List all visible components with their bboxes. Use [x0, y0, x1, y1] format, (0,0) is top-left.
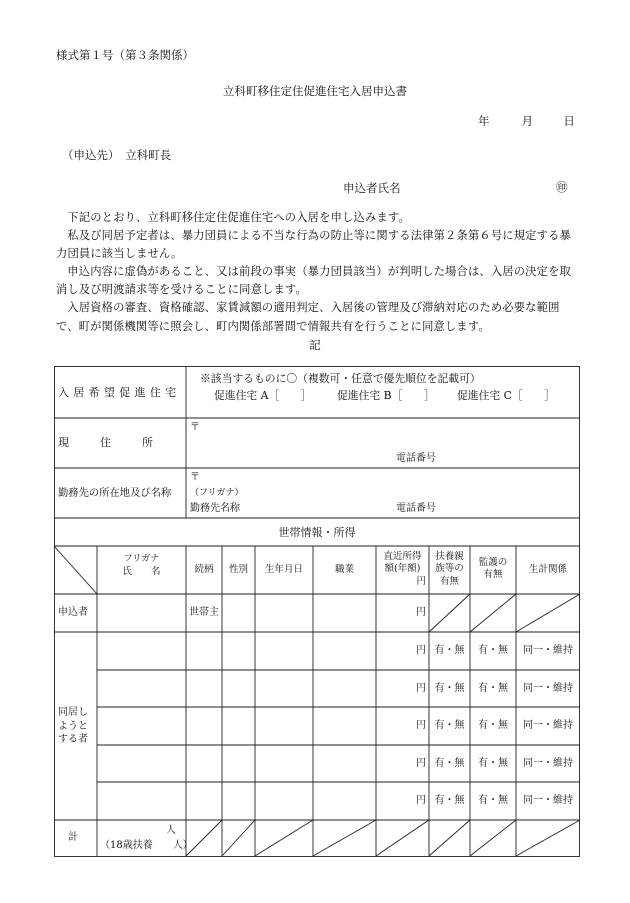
- col-header-income: [376, 551, 429, 588]
- cohabitant-label: [58, 706, 88, 747]
- dependents-line-3: 有無: [439, 575, 459, 587]
- income-yen: 円: [416, 683, 426, 694]
- col-header-job: 職業: [334, 564, 354, 575]
- paragraph: 私及び同居予定者は、暴力団員による不当な行為の防止等に関する法律第２条第６号に規定する暴力団員に該当しません。: [56, 229, 571, 261]
- livelihood-choice[interactable]: 同一・維持: [523, 645, 573, 656]
- addressee: （申込先） 立科町長: [62, 148, 172, 162]
- col-header-birthdate: 生年月日: [264, 564, 303, 575]
- dependents-line-2: 族等の: [435, 563, 464, 575]
- col-header-custody: [470, 557, 516, 582]
- workplace-furigana-label: （フリガナ）: [190, 488, 244, 498]
- custody-choice[interactable]: 有・無: [478, 683, 508, 694]
- workplace-phone-label: 電話番号: [396, 503, 436, 514]
- workplace-name-label: 勤務先名称: [190, 503, 240, 514]
- livelihood-choice[interactable]: 同一・維持: [523, 758, 573, 769]
- dependents-choice[interactable]: 有・無: [434, 758, 465, 769]
- livelihood-choice[interactable]: 同一・維持: [523, 795, 573, 806]
- dependents-choice[interactable]: 有・無: [434, 720, 465, 731]
- total-label: 計: [68, 832, 78, 843]
- workplace-label: 勤務先の所在地及び名称: [58, 487, 172, 499]
- date-day: 日: [563, 114, 575, 128]
- dependents-choice[interactable]: 有・無: [434, 645, 465, 656]
- document-title: 立科町移住定住促進住宅入居申込書: [223, 84, 407, 98]
- income-line-1: 直近所得: [383, 551, 422, 562]
- custody-choice[interactable]: 有・無: [478, 720, 508, 731]
- housing-option-a[interactable]: 促進住宅 A［ ］: [214, 389, 312, 402]
- dependents-line-1: 扶養親: [435, 551, 464, 562]
- col-header-name: [97, 554, 186, 578]
- applicant-income-yen: 円: [416, 607, 426, 618]
- workplace-postal-mark: 〒: [190, 472, 200, 483]
- income-yen: 円: [416, 575, 426, 587]
- col-header-dependents: [429, 551, 470, 588]
- applicant-row-label: 申込者: [58, 607, 88, 618]
- income-yen: 円: [416, 720, 426, 731]
- head-of-household: 世帯主: [189, 607, 219, 618]
- date-month: 月: [521, 114, 534, 128]
- paragraph: 申込内容に虚偽があること、又は前段の事実（暴力団員該当）が判明した場合は、入居の決定を取消し及び明渡請求等を受けることに同意します。: [56, 265, 571, 297]
- total-persons-unit: 人: [166, 825, 176, 836]
- housing-option-b[interactable]: 促進住宅 B［ ］: [337, 389, 435, 402]
- desired-housing-label: 入居希望促進住宅: [58, 386, 181, 399]
- custody-choice[interactable]: 有・無: [478, 645, 508, 656]
- applicant-name-label: 申込者氏名: [343, 181, 401, 195]
- col-header-livelihood: 生計関係: [528, 564, 567, 575]
- address-label: 現 住 所: [58, 436, 156, 449]
- livelihood-choice[interactable]: 同一・維持: [523, 683, 573, 694]
- col-header-gender: 性別: [228, 564, 248, 575]
- col-header-relation: 続柄: [194, 564, 214, 575]
- cohabitant-line-3: する者: [58, 734, 88, 745]
- seal-mark: ㊞: [556, 180, 568, 194]
- under18-dependents-label: （18歳扶養 人）: [100, 840, 193, 851]
- paragraph: 入居資格の審査、資格確認、家賃減額の適用判定、入居後の管理及び滞納対応のため必要な範囲で、町が関係機関等に照会し、町内関係部署間で情報共有を行うことに同意します。: [56, 301, 560, 333]
- livelihood-choice[interactable]: 同一・維持: [523, 720, 573, 731]
- cohabitant-line-1: 同居し: [58, 707, 88, 718]
- ki-heading: 記: [309, 338, 321, 352]
- postal-mark: 〒: [190, 422, 200, 433]
- desired-housing-note: ※該当するものに〇（複数可・任意で優先順位を記載可）: [200, 372, 481, 385]
- cohabitant-line-2: ようと: [58, 720, 88, 732]
- col-header-name-text: 氏 名: [122, 565, 161, 577]
- income-yen: 円: [416, 645, 426, 656]
- custody-choice[interactable]: 有・無: [478, 795, 508, 806]
- col-header-furigana: フリガナ: [123, 554, 160, 564]
- paragraph: 下記のとおり、立科町移住定住促進住宅への入居を申し込みます。: [67, 211, 410, 224]
- household-section-title: 世帯情報・所得: [278, 526, 356, 539]
- date-year: 年: [478, 114, 490, 128]
- custody-choice[interactable]: 有・無: [478, 758, 508, 769]
- form-number: 様式第１号（第３条関係）: [56, 48, 194, 62]
- dependents-choice[interactable]: 有・無: [434, 683, 465, 694]
- custody-line-1: 監護の: [478, 557, 508, 568]
- custody-line-2: 有無: [483, 569, 503, 581]
- income-line-2: 額(年額): [384, 563, 421, 575]
- dependents-choice[interactable]: 有・無: [434, 795, 465, 806]
- income-yen: 円: [416, 758, 426, 769]
- income-yen: 円: [416, 795, 426, 806]
- housing-option-c[interactable]: 促進住宅 C［ ］: [457, 389, 556, 402]
- address-phone-label: 電話番号: [396, 453, 436, 464]
